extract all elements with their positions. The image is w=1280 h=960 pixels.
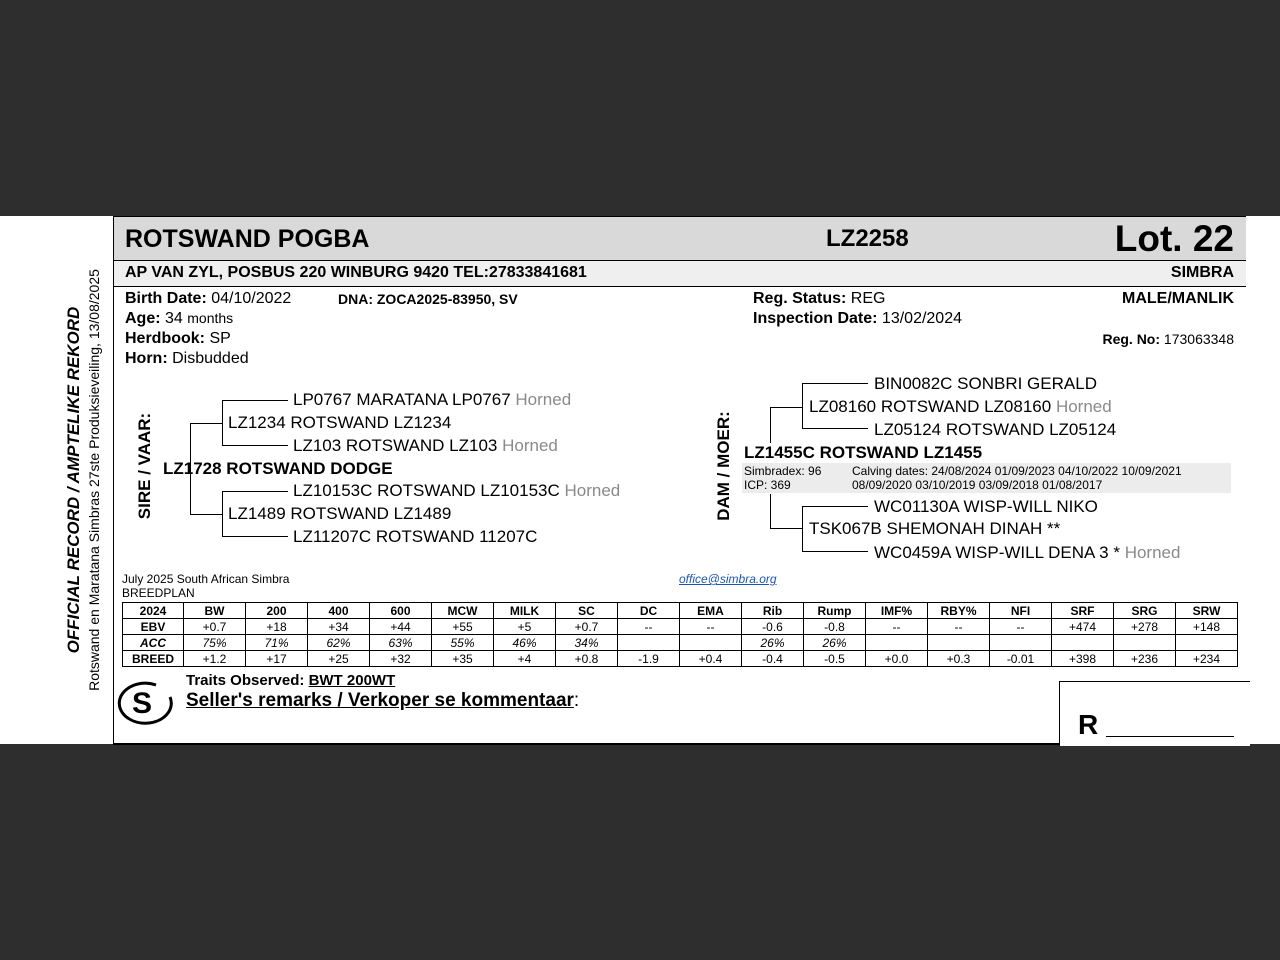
table-cell: +1.2 <box>184 651 246 667</box>
table-cell: +17 <box>246 651 308 667</box>
simbra-logo <box>116 679 174 725</box>
table-cell: +0.7 <box>556 619 618 635</box>
table-cell: +398 <box>1052 651 1114 667</box>
table-cell: EBV <box>123 619 184 635</box>
dam-gs-dam: LZ05124 ROTSWAND LZ05124 <box>874 420 1117 439</box>
table-cell: SRW <box>1176 603 1238 619</box>
reg-number: Reg. No: 173063348 <box>1102 331 1234 347</box>
table-cell: +278 <box>1114 619 1176 635</box>
auction-label: Rotswand en Maratana Simbras 27ste Produksieveiling, 13/08/2025 <box>86 269 102 691</box>
dam-bracket-bottom <box>770 494 771 529</box>
table-cell: +44 <box>370 619 432 635</box>
sellers-remarks: Seller's remarks / Verkoper se kommentaar: <box>186 690 580 711</box>
dam-info-box <box>742 463 1231 493</box>
table-cell: 71% <box>246 635 308 651</box>
ebv-table <box>122 602 1238 667</box>
table-cell: 2024 <box>123 603 184 619</box>
table-cell <box>1176 635 1238 651</box>
table-cell: 63% <box>370 635 432 651</box>
table-cell: +0.4 <box>680 651 742 667</box>
table-cell: +234 <box>1176 651 1238 667</box>
table-cell: 26% <box>804 635 866 651</box>
table-cell: RBY% <box>928 603 990 619</box>
dna-code: DNA: ZOCA2025-83950, SV <box>338 291 518 307</box>
table-cell: -- <box>680 619 742 635</box>
table-cell: 200 <box>246 603 308 619</box>
reg-status: Reg. Status: REG <box>753 290 886 307</box>
dam-gs-sire: BIN0082C SONBRI GERALD <box>874 374 1097 393</box>
table-cell: -- <box>618 619 680 635</box>
dam-gd-sire: WC01130A WISP-WILL NIKO <box>874 497 1098 516</box>
table-cell: SRG <box>1114 603 1176 619</box>
sire-gd-sire: LZ10153C ROTSWAND LZ10153C Horned <box>293 481 621 500</box>
dam-granddam-bracket <box>802 506 803 552</box>
table-cell: -0.4 <box>742 651 804 667</box>
table-cell: +0.7 <box>184 619 246 635</box>
table-cell: +0.8 <box>556 651 618 667</box>
table-cell: IMF% <box>866 603 928 619</box>
table-cell: +5 <box>494 619 556 635</box>
lot-card <box>113 216 1246 745</box>
breedplan-name: BREEDPLAN <box>122 586 195 600</box>
r-box <box>1059 681 1250 746</box>
traits-observed: Traits Observed: BWT 200WT <box>186 672 396 689</box>
sire-gs-sire: LP0767 MARATANA LP0767 Horned <box>293 390 572 409</box>
table-cell <box>866 635 928 651</box>
dam-gd-dam: WC0459A WISP-WILL DENA 3 * Horned <box>874 543 1181 562</box>
animal-id: LZ2258 <box>826 225 909 252</box>
table-cell: EMA <box>680 603 742 619</box>
acc-row <box>123 635 1238 651</box>
horn-status: Horn: Disbudded <box>125 350 249 367</box>
table-cell: +148 <box>1176 619 1238 635</box>
table-cell: -- <box>866 619 928 635</box>
sire-granddam: LZ1489 ROTSWAND LZ1489 <box>228 504 452 523</box>
table-cell: 26% <box>742 635 804 651</box>
birth-date: Birth Date: 04/10/2022 <box>125 290 292 307</box>
table-cell: -0.8 <box>804 619 866 635</box>
table-cell: +0.0 <box>866 651 928 667</box>
ebv-row <box>123 619 1238 635</box>
grandsire-bracket <box>222 400 223 446</box>
sire-label: SIRE / VAAR: <box>135 412 154 520</box>
table-cell: +236 <box>1114 651 1176 667</box>
breed-name: SIMBRA <box>1170 264 1234 281</box>
table-cell: +32 <box>370 651 432 667</box>
table-cell: 600 <box>370 603 432 619</box>
table-cell: Rib <box>742 603 804 619</box>
table-cell: 34% <box>556 635 618 651</box>
table-cell: -0.01 <box>990 651 1052 667</box>
sire-name: LZ1728 ROTSWAND DODGE <box>163 459 393 478</box>
table-cell <box>990 635 1052 651</box>
table-cell <box>1114 635 1176 651</box>
sire-gs-dam: LZ103 ROTSWAND LZ103 Horned <box>293 436 558 455</box>
table-cell: +34 <box>308 619 370 635</box>
table-cell: BW <box>184 603 246 619</box>
lot-number: Lot. 22 <box>1114 218 1234 259</box>
title-bar <box>114 217 1246 261</box>
table-cell: +18 <box>246 619 308 635</box>
r-label: R <box>1078 709 1099 740</box>
svg-text:S: S <box>132 687 153 720</box>
dam-bracket-top <box>770 407 771 443</box>
table-cell: 46% <box>494 635 556 651</box>
table-cell: NFI <box>990 603 1052 619</box>
table-cell: SC <box>556 603 618 619</box>
inspection-date: Inspection Date: 13/02/2024 <box>753 310 962 327</box>
age: Age: 34 months <box>125 310 234 327</box>
herdbook: Herdbook: SP <box>125 330 231 347</box>
calving-dates-2: 08/09/2020 03/10/2019 03/09/2018 01/08/2017 <box>852 478 1103 492</box>
table-cell: ACC <box>123 635 184 651</box>
table-cell: +4 <box>494 651 556 667</box>
ebv-header-row <box>123 603 1238 619</box>
official-record-label: OFFICIAL RECORD / AMPTELIKE REKORD <box>64 306 83 654</box>
icp: ICP: 369 <box>744 478 791 492</box>
animal-name: ROTSWAND POGBA <box>125 225 370 253</box>
dam-grandsire-bracket <box>802 383 803 429</box>
dam-granddam: TSK067B SHEMONAH DINAH ** <box>809 519 1061 538</box>
calving-dates-1: Calving dates: 24/08/2024 01/09/2023 04/10/2022 10/09/2021 <box>852 464 1182 478</box>
table-cell: MCW <box>432 603 494 619</box>
table-cell: 55% <box>432 635 494 651</box>
simbradex: Simbradex: 96 <box>744 464 822 478</box>
table-cell: +35 <box>432 651 494 667</box>
table-cell: +55 <box>432 619 494 635</box>
table-cell: +0.3 <box>928 651 990 667</box>
owner-details: AP VAN ZYL, POSBUS 220 WINBURG 9420 TEL:27833841681 <box>125 264 587 281</box>
table-cell: MILK <box>494 603 556 619</box>
table-cell <box>1052 635 1114 651</box>
table-cell: DC <box>618 603 680 619</box>
table-cell <box>618 635 680 651</box>
table-cell <box>680 635 742 651</box>
table-cell: Rump <box>804 603 866 619</box>
table-cell: -0.5 <box>804 651 866 667</box>
table-cell: SRF <box>1052 603 1114 619</box>
breed-avg-row <box>123 651 1238 667</box>
table-cell <box>928 635 990 651</box>
sex: MALE/MANLIK <box>1122 290 1234 307</box>
r-signature-line <box>1106 736 1234 737</box>
granddam-bracket <box>222 491 223 537</box>
table-cell: -1.9 <box>618 651 680 667</box>
sire-gd-dam: LZ11207C ROTSWAND 11207C <box>293 527 538 546</box>
table-cell: BREED <box>123 651 184 667</box>
table-cell: -- <box>928 619 990 635</box>
table-cell: -0.6 <box>742 619 804 635</box>
table-cell: 400 <box>308 603 370 619</box>
sire-grandsire: LZ1234 ROTSWAND LZ1234 <box>228 413 452 432</box>
table-cell: -- <box>990 619 1052 635</box>
email-link[interactable]: office@simbra.org <box>679 572 777 586</box>
table-cell: +25 <box>308 651 370 667</box>
breedplan-source: July 2025 South African Simbra <box>122 572 290 586</box>
dam-label: DAM / MOER: <box>714 411 733 521</box>
owner-bar <box>114 261 1246 287</box>
table-cell: 75% <box>184 635 246 651</box>
table-cell: 62% <box>308 635 370 651</box>
dam-grandsire: LZ08160 ROTSWAND LZ08160 Horned <box>809 397 1112 416</box>
dam-name: LZ1455C ROTSWAND LZ1455 <box>744 443 983 462</box>
table-cell: +474 <box>1052 619 1114 635</box>
